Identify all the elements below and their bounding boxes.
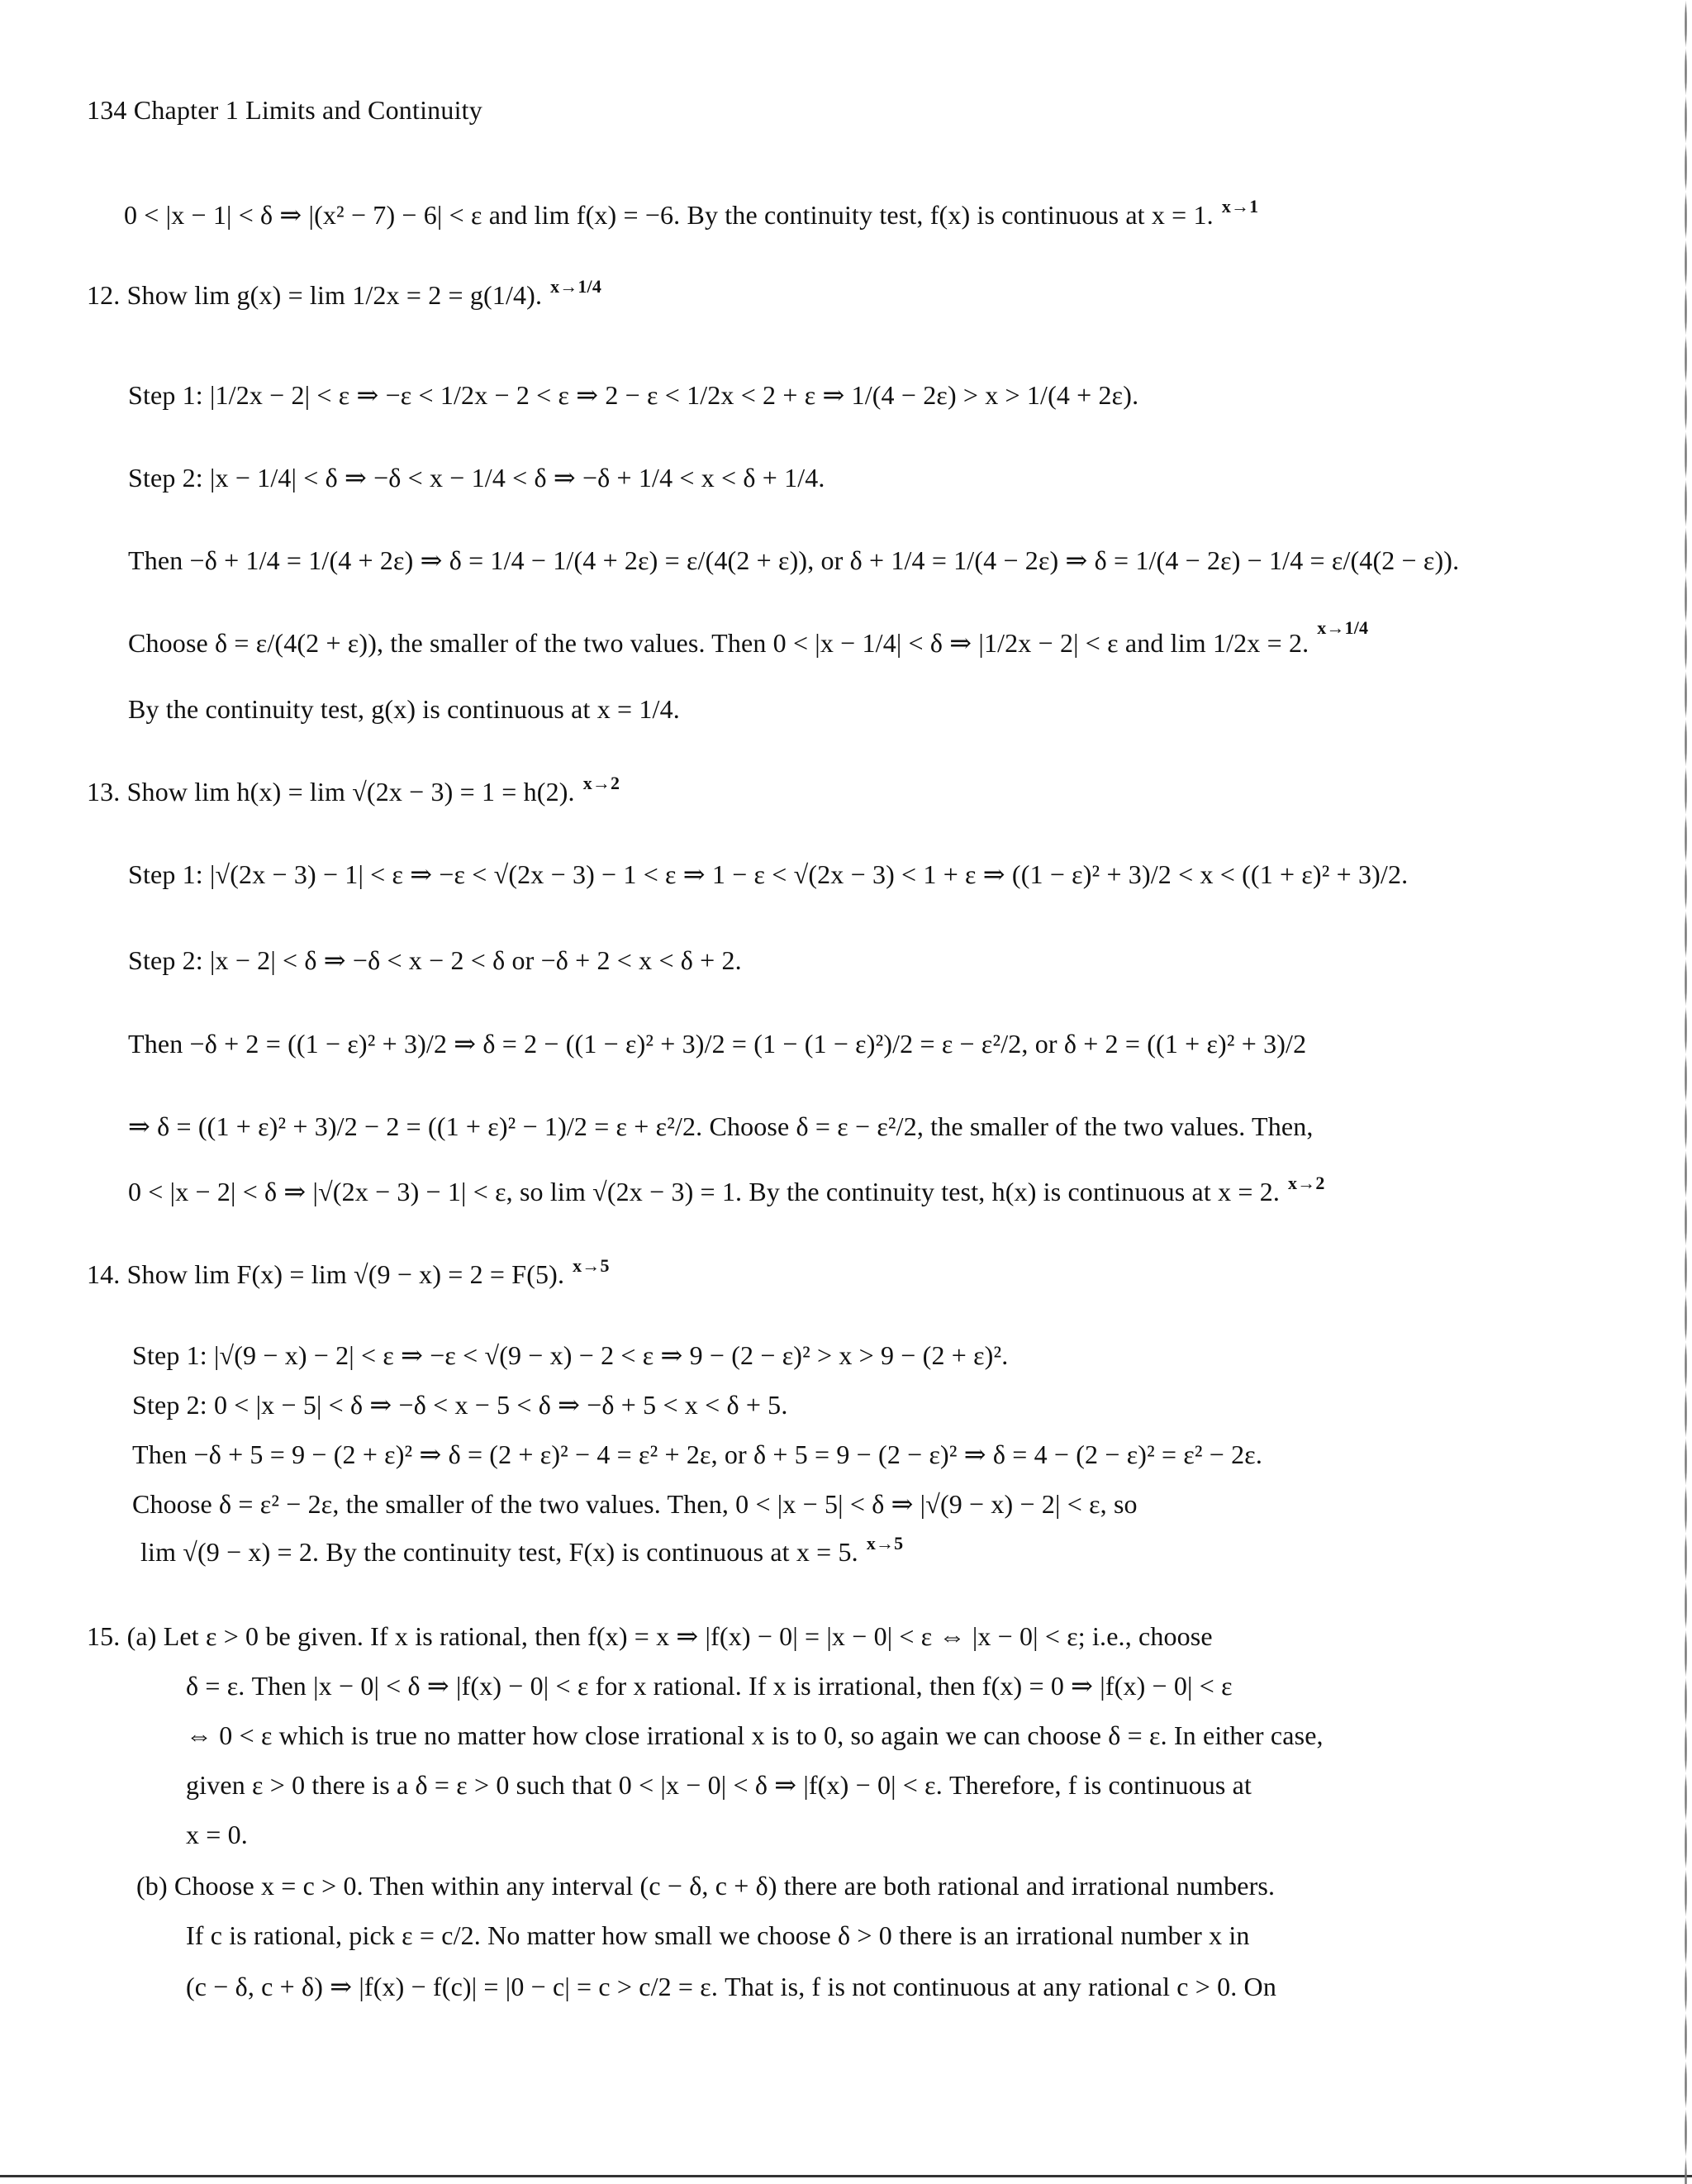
text-line	[128, 454, 825, 501]
text-line	[186, 1919, 1250, 1952]
text-line	[124, 198, 1258, 231]
line-text: δ = ε. Then |x − 0| < δ ⇒ |f(x) − 0| < ε for x rational. If x is irrational, then f(x) = 0 ⇒ |f(x) − 0| < ε	[186, 1671, 1233, 1701]
line-text: By the continuity test, g(x) is continuous at x = 1/4.	[128, 694, 680, 724]
text-line	[128, 1103, 1314, 1149]
limit-subscript: x→2	[582, 773, 620, 793]
line-text: 12. Show lim g(x) = lim 1/2x = 2 = g(1/4).	[87, 280, 543, 310]
line-text: Then −δ + 2 = ((1 − ε)² + 3)/2 ⇒ δ = 2 − ((1 − ε)² + 3)/2 = (1 − (1 − ε)²)/2 = ε − ε²/2, or δ + 2 = ((1 + ε)² + 3)/2	[128, 1029, 1307, 1059]
line-text: If c is rational, pick ε = c/2. No matter how small we choose δ > 0 there is an irrational number x in	[186, 1920, 1250, 1950]
text-line	[186, 1970, 1276, 2003]
line-text: Step 1: |√(2x − 3) − 1| < ε ⇒ −ε < √(2x − 3) − 1 < ε ⇒ 1 − ε < √(2x − 3) < 1 + ε ⇒ ((1 − ε)² + 3)/2 < x < ((1 + ε)² + 3)/2.	[128, 859, 1409, 889]
line-text: ⇔ 0 < ε which is true no matter how close irrational x is to 0, so again we can choose δ = ε. In either case,	[186, 1720, 1324, 1750]
line-text: 0 < |x − 2| < δ ⇒ |√(2x − 3) − 1| < ε, so lim √(2x − 3) = 1. By the continuity test, h(x) is continuous at x = 2.	[128, 1177, 1281, 1206]
line-text: Step 2: |x − 2| < δ ⇒ −δ < x − 2 < δ or −δ + 2 < x < δ + 2.	[128, 945, 742, 975]
line-text: given ε > 0 there is a δ = ε > 0 such that 0 < |x − 0| < δ ⇒ |f(x) − 0| < ε. Therefore, f is continuous at	[186, 1770, 1252, 1800]
line-text: x = 0.	[186, 1820, 248, 1849]
line-text: Then −δ + 5 = 9 − (2 + ε)² ⇒ δ = (2 + ε)² − 4 = ε² + 2ε, or δ + 5 = 9 − (2 − ε)² ⇒ δ = 4 − (2 − ε)² = ε² − 2ε.	[132, 1439, 1263, 1469]
line-text: 13. Show lim h(x) = lim √(2x − 3) = 1 = h(2).	[87, 777, 575, 807]
limit-subscript: x→1	[1221, 196, 1259, 216]
text-line	[186, 1669, 1233, 1702]
line-text: 0 < |x − 1| < δ ⇒ |(x² − 7) − 6| < ε and lim f(x) = −6. By the continuity test, f(x) is continuous at x = 1.	[124, 200, 1214, 230]
running-head: 134 Chapter 1 Limits and Continuity	[87, 95, 482, 125]
text-line	[186, 1719, 1324, 1752]
line-text: ⇒ δ = ((1 + ε)² + 3)/2 − 2 = ((1 + ε)² − 1)/2 = ε + ε²/2. Choose δ = ε − ε²/2, the smaller of the two values. Then,	[128, 1111, 1314, 1141]
text-line	[128, 372, 1138, 418]
line-text: (b) Choose x = c > 0. Then within any interval (c − δ, c + δ) there are both rational and irrational numbers.	[136, 1871, 1276, 1901]
problem-12-heading	[87, 278, 601, 312]
text-line	[128, 944, 742, 977]
text-line	[128, 617, 1369, 666]
text-line	[186, 1818, 248, 1851]
line-text: Step 1: |1/2x − 2| < ε ⇒ −ε < 1/2x − 2 < ε ⇒ 2 − ε < 1/2x < 2 + ε ⇒ 1/(4 − 2ε) > x > 1/(4 + 2ε).	[128, 380, 1139, 410]
limit-subscript: x→5	[866, 1533, 904, 1554]
line-text: (c − δ, c + δ) ⇒ |f(x) − f(c)| = |0 − c| = c > c/2 = ε. That is, f is not continuous at any rational c > 0. On	[186, 1972, 1276, 2001]
line-text: Step 2: 0 < |x − 5| < δ ⇒ −δ < x − 5 < δ ⇒ −δ + 5 < x < δ + 5.	[132, 1390, 788, 1420]
line-text: 14. Show lim F(x) = lim √(9 − x) = 2 = F(5).	[87, 1259, 565, 1289]
limit-subscript: x→1/4	[1317, 617, 1369, 638]
line-text: 15. (a) Let ε > 0 be given. If x is rational, then f(x) = x ⇒ |f(x) − 0| = |x − 0| < ε ⇔ |x − 0| < ε; i.e., choose	[87, 1621, 1213, 1651]
line-text: Step 2: |x − 1/4| < δ ⇒ −δ < x − 1/4 < δ ⇒ −δ + 1/4 < x < δ + 1/4.	[128, 463, 825, 492]
text-line	[128, 1021, 1306, 1067]
limit-subscript: x→1/4	[550, 276, 601, 297]
line-text: lim √(9 − x) = 2. By the continuity test, F(x) is continuous at x = 5.	[140, 1537, 858, 1567]
limit-subscript: x→5	[573, 1255, 610, 1276]
text-line	[128, 692, 680, 726]
text-line	[132, 1339, 1008, 1372]
line-text: Choose δ = ε/(4(2 + ε)), the smaller of the two values. Then 0 < |x − 1/4| < δ ⇒ |1/2x − 2| < ε and lim 1/2x = 2.	[128, 628, 1309, 658]
text-line	[132, 1438, 1262, 1471]
limit-subscript: x→2	[1288, 1173, 1325, 1193]
text-line	[186, 1768, 1252, 1801]
bottom-rule	[0, 2175, 1692, 2177]
line-text: Then −δ + 1/4 = 1/(4 + 2ε) ⇒ δ = 1/4 − 1/(4 + 2ε) = ε/(4(2 + ε)), or δ + 1/4 = 1/(4 − 2ε) ⇒ δ = 1/(4 − 2ε) − 1/4 = ε/(4(2 − ε)).	[128, 545, 1460, 575]
text-line	[128, 1175, 1324, 1208]
problem-15a-line	[87, 1620, 1213, 1653]
line-text: Step 1: |√(9 − x) − 2| < ε ⇒ −ε < √(9 − x) − 2 < ε ⇒ 9 − (2 − ε)² > x > 9 − (2 + ε)².	[132, 1340, 1009, 1370]
problem-15b-line	[136, 1869, 1275, 1902]
text-line	[140, 1535, 903, 1568]
problem-13-heading	[87, 775, 620, 808]
text-line	[128, 537, 1459, 583]
text-line	[132, 1388, 787, 1421]
text-line	[132, 1487, 1138, 1520]
line-text: Choose δ = ε² − 2ε, the smaller of the two values. Then, 0 < |x − 5| < δ ⇒ |√(9 − x) − 2| < ε, so	[132, 1489, 1138, 1519]
problem-14-heading	[87, 1255, 610, 1291]
text-line	[128, 851, 1408, 897]
scan-edge-marks	[1685, 0, 1687, 2184]
